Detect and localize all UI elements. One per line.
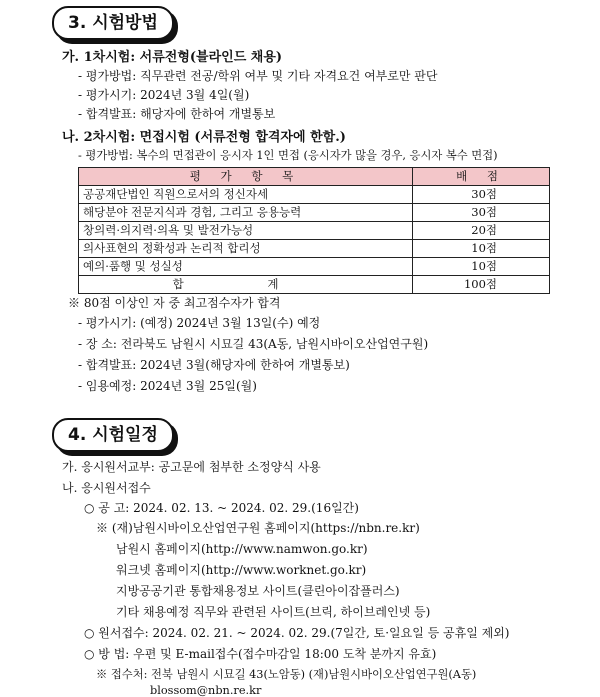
- site-item: 기타 채용예정 직무와 관련된 사이트(브릭, 하이브레인넷 등): [116, 605, 431, 619]
- row-item: 공공재단법인 직원으로서의 정신자세: [79, 186, 413, 204]
- sec3-na-item: - 평가방법: 복수의 면접관이 응시자 1인 면접 (응시자가 많을 경우, 응시자 복수 면접): [78, 149, 498, 162]
- site-item: 워크넷 홈페이지(http://www.worknet.go.kr): [116, 563, 367, 577]
- sec4-accept: ○ 원서접수: 2024. 02. 21. ~ 2024. 02. 29.(7일간, 토·일요일 등 공휴일 제외): [84, 626, 510, 640]
- table-row: [79, 240, 550, 258]
- table-row: [79, 204, 550, 222]
- sec3-ga-label: 가. 1차시험: 서류전형(블라인드 채용): [62, 50, 283, 65]
- row-item: 해당분야 전문지식과 경험, 그리고 응용능력: [79, 204, 413, 222]
- site-item: 남원시 홈페이지(http://www.namwon.go.kr): [116, 542, 368, 556]
- row-score: 20점: [413, 222, 550, 240]
- section-3-title: 3. 시험방법: [52, 6, 174, 40]
- sec4-na: 나. 응시원서접수: [62, 481, 151, 495]
- row-item: 창의력·의지력·의욕 및 발전가능성: [79, 222, 413, 240]
- row-item: 의사표현의 정확성과 논리적 합리성: [79, 240, 413, 258]
- score-table-header: [79, 168, 550, 186]
- table-row: [79, 222, 550, 240]
- sec3-after-2: - 장 소: 전라북도 남원시 시묘길 43(A동, 남원시바이오산업연구원): [78, 337, 429, 351]
- table-row: [79, 258, 550, 276]
- total-score: 100점: [413, 276, 550, 294]
- table-row: [79, 186, 550, 204]
- site-item: 지방공공기관 통합채용정보 사이트(클린아이잡플러스): [116, 584, 400, 598]
- sec4-period: ○ 공 고: 2024. 02. 13. ~ 2024. 02. 29.(16일간): [84, 501, 359, 515]
- sec3-after-1: - 평가시기: (예정) 2024년 3월 13일(수) 예정: [78, 316, 321, 330]
- sec4-ga: 가. 응시원서교부: 공고문에 첨부한 소정양식 사용: [62, 460, 321, 474]
- row-score: 10점: [413, 240, 550, 258]
- sec3-ga-item-1: - 평가방법: 직무관련 전공/학위 여부 및 기타 자격요건 여부로만 판단: [78, 69, 438, 83]
- row-item: 예의·품행 및 성실성: [79, 258, 413, 276]
- sec3-na-label: 나. 2차시험: 면접시험 (서류전형 합격자에 한함.): [62, 130, 346, 145]
- total-label: 합 계: [79, 276, 413, 294]
- table-total-row: [79, 276, 550, 294]
- sec4-method: ○ 방 법: 우편 및 E-mail접수(접수마감일 18:00 도착 분까지 유효): [84, 647, 437, 661]
- sec3-ga-item-3: - 합격발표: 해당자에 한하여 개별통보: [78, 107, 276, 121]
- score-table: [78, 167, 550, 294]
- section-4-title: 4. 시험일정: [52, 418, 174, 452]
- sec4-email: blossom@nbn.re.kr: [150, 684, 262, 697]
- sec3-after-4: - 임용예정: 2024년 3월 25일(월): [78, 379, 257, 393]
- row-score: 30점: [413, 204, 550, 222]
- row-score: 30점: [413, 186, 550, 204]
- header-item: 평 가 항 목: [79, 168, 413, 186]
- row-score: 10점: [413, 258, 550, 276]
- sec4-sites-lead: ※ (재)남원시바이오산업연구원 홈페이지(https://nbn.re.kr): [96, 521, 420, 535]
- sec3-ga-item-2: - 평가시기: 2024년 3월 4일(월): [78, 88, 250, 102]
- sec3-note: ※ 80점 이상인 자 중 최고점수자가 합격: [68, 296, 281, 310]
- header-score: 배 점: [413, 168, 550, 186]
- sec4-place: ※ 접수처: 전북 남원시 시묘길 43(노암동) (재)남원시바이오산업연구원(A동): [96, 668, 477, 681]
- sec3-after-3: - 합격발표: 2024년 3월(해당자에 한하여 개별통보): [78, 358, 350, 372]
